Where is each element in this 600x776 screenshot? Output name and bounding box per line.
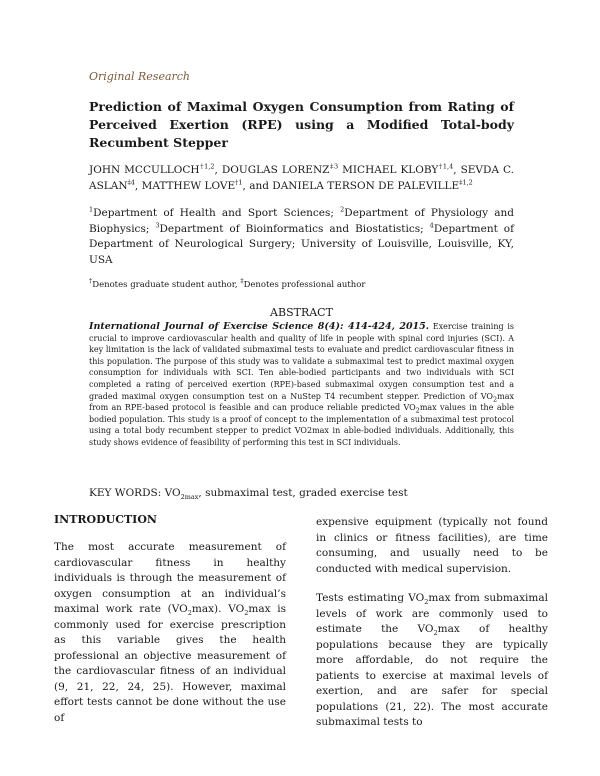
note-text: Denotes professional author	[243, 280, 366, 290]
author-name: MICHAEL KLOBY	[338, 164, 439, 176]
affiliation-text: Department of Health and Sport Sciences;	[93, 207, 341, 219]
keywords-list: , submaximal test, graded exercise test	[198, 487, 408, 499]
introduction-heading: INTRODUCTION	[54, 513, 157, 526]
subscript: 2	[492, 395, 498, 404]
note-text: Denotes graduate student author,	[92, 280, 241, 290]
author-affiliation-mark: ‡3	[329, 162, 339, 171]
subscript: 2	[415, 406, 420, 415]
author-name: , DOUGLAS LORENZ	[214, 164, 330, 176]
intro-paragraph: expensive equipment (typically not found in clinics or fitness facilities), are time consuming, and usually need to be conducted with medical supervision.	[316, 516, 548, 575]
affiliation-mark: 3	[155, 221, 160, 229]
note-mark: ‡	[240, 277, 244, 286]
author-affiliation-mark: ‡1,2	[459, 178, 473, 186]
intro-left-column	[54, 540, 286, 726]
subscript: 2	[424, 598, 429, 607]
subscript: 2	[187, 609, 192, 618]
intro-text: max is commonly used for exercise prescription as this variable gives the health professional an objective measurement of the cardiovascular fitness of an individual (9, 21, 22, 24, 25). However, maximal effort tests cannot be done without the use of	[54, 603, 286, 724]
abstract-body	[89, 321, 514, 449]
author-affiliation-mark: †1,2	[199, 162, 215, 171]
author-affiliation-mark: ‡4	[127, 178, 135, 186]
abstract-text: Exercise training is crucial to improve cardiovascular health and quality of life in people with spinal cord injuries (SCI). A key limitation is the lack of validated submaximal tests to evaluate and predict cardiovascular fitness in this population. The purpose of this study was to validate a submaximal test to predict maximal oxygen consumption for individuals with SCI. Ten able-bodied participants and two individuals with SCI completed a rating of perceived exertion (RPE)-based submaximal oxygen consumption test and a graded maximal oxygen consumption test on a NuStep T4 recumbent stepper. Prediction of VO	[89, 322, 514, 401]
keywords	[89, 487, 514, 502]
paper-title: Prediction of Maximal Oxygen Consumption from Rating of Perceived Exertion (RPE) using a Modified Total-body Recumbent Stepper	[89, 99, 514, 150]
intro-text: Tests estimating VO	[316, 592, 425, 604]
abstract-heading: ABSTRACT	[270, 306, 333, 319]
affiliation-text: Department of Bioinformatics and Biostatistics;	[159, 222, 430, 235]
author-affiliation-mark: †1,4	[438, 162, 454, 171]
affiliation-text: Department of Department of Neurological Surgery; University of Louisville, Louisville, KY, USA	[89, 222, 514, 266]
keywords-prefix: KEY WORDS: VO	[89, 487, 181, 499]
abstract-text: max values in the able bodied population. This study is a proof of concept to the implementation of a submaximal test protocol using a total body recumbent stepper to predict VO2max in able-bodied individuals. Additionally, this study shows evidence of feasibility of performing this test in SCI individuals.	[89, 403, 515, 447]
intro-text: max of healthy populations because they are typically more affordable, do not require the patients to exercise at maximal levels of exertion, and are safer for special populations (21, 22). The most accurate submaximal tests to	[316, 623, 548, 728]
intro-paragraph	[316, 591, 548, 731]
affiliation-text: Department of Physiology and Biophysics;	[89, 207, 514, 235]
subscript: 2	[433, 629, 438, 638]
author-affiliation-mark: †1	[235, 178, 243, 186]
intro-right-column	[316, 515, 548, 731]
intro-text: max from submaximal levels of work are commonly used to estimate the VO	[316, 592, 548, 635]
affiliation-mark: 2	[340, 205, 345, 214]
author-name: JOHN MCCULLOCH	[89, 164, 200, 176]
section-label: Original Research	[89, 70, 191, 83]
author-name: , MATTHEW LOVE	[134, 179, 236, 192]
affiliation-mark: 1	[89, 205, 94, 214]
author-name: , SEVDA C. ASLAN	[89, 164, 515, 192]
affiliation-mark: 4	[429, 221, 434, 229]
intro-text: max). VO	[191, 603, 245, 615]
author-name: , and DANIELA TERSON DE PALEVILLE	[242, 179, 460, 192]
journal-citation: International Journal of Exercise Science 8(4): 414-424, 2015.	[89, 321, 430, 332]
subscript: 2	[244, 609, 249, 618]
abstract-text: max from an RPE-based protocol is feasible and can produce reliable predicted VO	[89, 391, 514, 413]
intro-text: The most accurate measurement of cardiovascular fitness in healthy individuals is through the measurement of oxygen consumption at an individual’s maximal work rate (VO	[54, 541, 286, 615]
note-mark: †	[89, 277, 93, 286]
subscript: 2max	[180, 493, 199, 502]
affiliations	[89, 206, 514, 268]
author-type-note	[89, 277, 514, 290]
author-list	[89, 163, 514, 194]
